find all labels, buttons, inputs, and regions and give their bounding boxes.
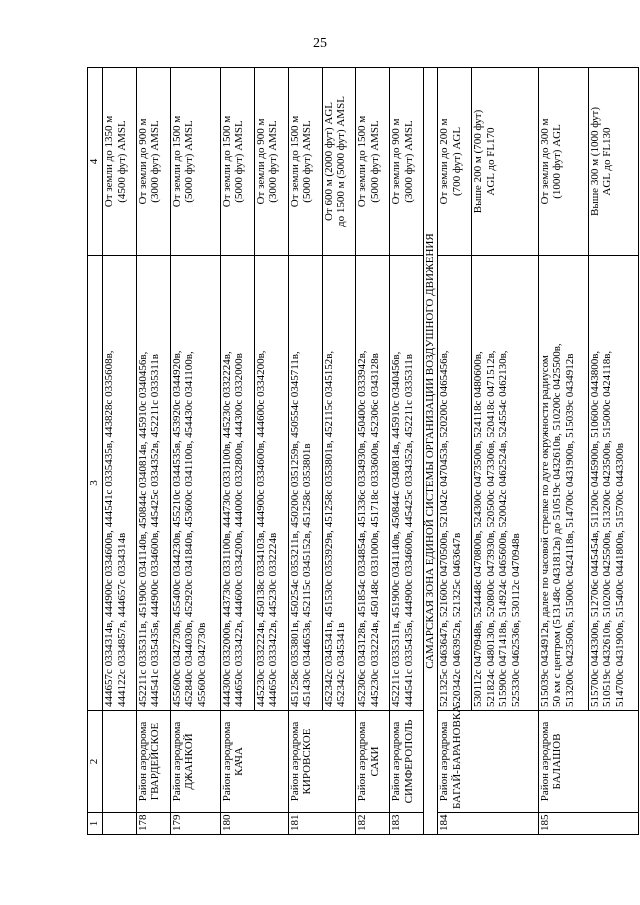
aerodrome-name-line: СИМФЕРОПОЛЬ xyxy=(402,719,415,804)
altitude-line: От земли до 1500 м xyxy=(356,115,369,208)
row-number: 184 xyxy=(438,813,538,835)
airspace-table xyxy=(87,67,639,835)
page-number: 25 xyxy=(313,36,327,51)
altitude-line: От земли до 300 м xyxy=(538,118,551,205)
altitude-limits xyxy=(438,68,472,256)
altitude-line: (4500 фут) AMSL xyxy=(115,120,128,203)
row-number: 181 xyxy=(288,813,356,835)
boundary-coordinates xyxy=(170,256,220,711)
section-row xyxy=(424,68,438,835)
aerodrome-name xyxy=(136,711,170,813)
aerodrome-name-line: БАГАЙ-БАРАНОВКА xyxy=(450,704,463,809)
altitude-limits xyxy=(254,68,288,256)
altitude-line: От земли до 900 м xyxy=(390,118,403,205)
altitude-limits xyxy=(356,68,390,256)
aerodrome-name xyxy=(356,711,390,813)
altitude-line: (5000 фут) AMSL xyxy=(368,120,381,203)
row-number: 182 xyxy=(356,813,390,835)
altitude-line: Выше 200 м (700 фут) xyxy=(472,109,485,214)
header-col-3: 3 xyxy=(88,256,103,711)
altitude-line: (5000 фут) AMSL xyxy=(183,120,196,203)
coordinate-line: 525330с 0462536в, 530112с 0470948в xyxy=(509,533,522,707)
table-row xyxy=(220,68,254,835)
coordinate-line: 444650с 0333422в, 444600с 0334200в, 444000с 0332800в, 444300с 0332000в xyxy=(233,353,246,707)
altitude-limits xyxy=(538,68,588,256)
coordinate-line: 452342с 0345341в xyxy=(335,622,348,707)
table-row xyxy=(103,68,137,835)
altitude-line: От земли до 1500 м xyxy=(220,115,233,208)
coordinate-line: 451430с 0344653в, 452115с 0345152в, 451258с 0353801в xyxy=(301,443,314,707)
row-number: 178 xyxy=(136,813,170,835)
aerodrome-name-line: КИРОВСКОЕ xyxy=(301,728,314,795)
altitude-line: AGL до FL170 xyxy=(484,127,497,196)
coordinate-line: 444541с 0335435в, 444900с 0334600в, 445425с 0334352в, 452211с 0335311в xyxy=(149,354,162,707)
aerodrome-name-line: Район аэродрома xyxy=(136,721,149,802)
aerodrome-name-line: Район аэродрома xyxy=(170,721,183,802)
row-number xyxy=(103,813,137,835)
boundary-coordinates xyxy=(390,256,424,711)
aerodrome-name-line: КАЧА xyxy=(233,747,246,776)
coordinate-line: 444541с 0335435в, 444900с 0334600в, 445425с 0334352в, 452211с 0335311в xyxy=(402,354,415,707)
row-number: 180 xyxy=(220,813,288,835)
coordinate-line: 444657с 0334314в, 444900с 0334600в, 444541с 0335435в, 443828с 0335608в, xyxy=(103,350,115,707)
coordinate-line: 521824с 0480130в, 520800с 0473930в, 520500с 0473306в, 520418с 0471512в, xyxy=(484,350,497,707)
altitude-line: Выше 300 м (1000 фут) xyxy=(588,106,601,217)
altitude-line: (3000 фут) AMSL xyxy=(149,120,162,203)
altitude-line: От земли до 200 м xyxy=(438,118,451,205)
coordinate-line: 455600с 0342730в xyxy=(195,622,208,707)
aerodrome-name xyxy=(288,711,356,813)
altitude-limits xyxy=(588,68,638,256)
aerodrome-name-line: САКИ xyxy=(368,746,381,777)
header-col-2: 2 xyxy=(88,711,103,813)
table-body xyxy=(88,68,639,835)
boundary-coordinates xyxy=(472,256,538,711)
coordinate-line: 515700с 0443300в, 512706с 0445454в, 511200с 0445900в, 510600с 0443800в, xyxy=(588,350,601,707)
aerodrome-name-line: Район аэродрома xyxy=(538,721,551,802)
table-row xyxy=(438,68,472,835)
altitude-limits xyxy=(170,68,220,256)
coordinate-line: 444122с 0334857в, 444657с 0334314в xyxy=(115,532,128,707)
aerodrome-name-line: ДЖАНКОЙ xyxy=(183,733,196,790)
coordinate-line: 451258с 0353801в, 450254с 0353211в, 450200с 0351259в, 450554с 0345711в, xyxy=(288,351,301,707)
boundary-coordinates xyxy=(538,256,588,711)
altitude-line: От 600 м (2000 фут) AGL xyxy=(322,101,335,222)
altitude-line: От земли до 1500 м xyxy=(288,115,301,208)
altitude-limits xyxy=(136,68,170,256)
altitude-line: (1000 фут) AGL xyxy=(551,124,564,199)
altitude-limits xyxy=(322,68,356,256)
altitude-limits xyxy=(390,68,424,256)
altitude-line: (3000 фут) AMSL xyxy=(402,120,415,203)
altitude-line: (700 фут) AGL xyxy=(450,126,463,197)
aerodrome-name xyxy=(438,704,538,813)
aerodrome-name xyxy=(220,711,288,813)
coordinate-line: 452211с 0335311в, 451900с 0341140в, 450844с 0340814в, 445910с 0340456в, xyxy=(136,351,149,707)
altitude-line: От земли до 1500 м xyxy=(170,115,183,208)
coordinate-line: 510519с 0432610в, 510200с 0425500в, 513200с 0423500в, 515000с 0424118в, xyxy=(601,350,614,707)
aerodrome-name-line: Район аэродрома xyxy=(220,721,233,802)
header-col-4: 4 xyxy=(88,68,103,256)
altitude-limits xyxy=(220,68,254,256)
coordinate-line: 520342с 0463952в, 521325с 0463647в xyxy=(450,532,463,707)
coordinate-line: 445230с 0332224в, 450138с 0334103в, 444900с 0334600в, 444600с 0334200в, xyxy=(254,350,267,707)
altitude-limits xyxy=(472,68,538,256)
coordinate-line: 514700с 0431900в, 515400с 0441800в, 515700с 0443300в xyxy=(613,443,626,707)
boundary-coordinates xyxy=(588,256,638,711)
aerodrome-name-line: Район аэродрома xyxy=(356,721,369,802)
coordinate-line: 445230с 0332224в, 450148с 0331000в, 451718с 0333600в, 452306с 0343128в xyxy=(368,353,381,707)
coordinate-line: 455600с 0342730в, 455400с 0344230в, 455210с 0344535в, 453920с 0344920в, xyxy=(170,350,183,707)
section-title: САМАРСКАЯ ЗОНА ЕДИНОЙ СИСТЕМЫ ОРГАНИЗАЦИИ ВОЗДУШНОГО ДВИЖЕНИЯ xyxy=(424,68,438,835)
aerodrome-name-line: Район аэродрома xyxy=(390,721,403,802)
row-number: 179 xyxy=(170,813,220,835)
altitude-line: От земли до 900 м xyxy=(254,118,267,205)
altitude-line: От земли до 1350 м xyxy=(103,115,115,208)
coordinate-line: 452840с 0344030в, 452920с 0341840в, 453600с 0341100в, 454430с 0341100в, xyxy=(183,351,196,707)
coordinate-line: 452306с 0343128в, 451854с 0334854в, 451336с 0334930в, 450400с 0333942в, xyxy=(356,350,369,707)
header-col-1: 1 xyxy=(88,813,103,835)
row-number: 185 xyxy=(538,813,638,835)
table-row xyxy=(538,68,588,835)
boundary-coordinates xyxy=(254,256,288,711)
boundary-coordinates xyxy=(136,256,170,711)
table-row xyxy=(136,68,170,835)
aerodrome-name-line: Район аэродрома xyxy=(438,721,451,802)
coordinate-line: 515039с 0434912в, далее по часовой стрелке по дуге окружности радиусом xyxy=(538,355,551,707)
altitude-line: до 1500 м (5000 фут) AMSL xyxy=(335,96,348,227)
aerodrome-name-line: БАЛАШОВ xyxy=(551,733,564,790)
altitude-line: От земли до 900 м xyxy=(136,118,149,205)
aerodrome-name xyxy=(390,711,424,813)
row-number: 183 xyxy=(390,813,424,835)
boundary-coordinates xyxy=(220,256,254,711)
boundary-coordinates xyxy=(103,256,137,711)
boundary-coordinates xyxy=(356,256,390,711)
altitude-line: AGL до FL130 xyxy=(601,127,614,196)
coordinate-line: 530112с 0470948в, 524448с 0470800в, 524300с 0473500в, 524118с 0480600в, xyxy=(472,351,485,707)
coordinate-line: 50 км с центром (513148с 0431812в) до 510519с 0432610в, 510200с 0425500в, xyxy=(551,343,564,707)
coordinate-line: 513200с 0423500в, 515000с 0424118в, 514700с 0431900в, 515039с 0434912в xyxy=(563,353,576,707)
aerodrome-name xyxy=(170,711,220,813)
coordinate-line: 444650с 0333422в, 445230с 0332224в xyxy=(267,532,280,707)
altitude-limits xyxy=(288,68,322,256)
aerodrome-name-line: Район аэродрома xyxy=(288,721,301,802)
aerodrome-name xyxy=(103,711,137,813)
header-row xyxy=(88,68,103,835)
boundary-coordinates xyxy=(438,256,472,711)
table-row xyxy=(170,68,220,835)
rotated-table-container xyxy=(87,68,639,835)
coordinate-line: 515900с 0471418в, 514924с 0465600в, 520042с 0462524в, 524554с 0462130в, xyxy=(497,350,510,707)
altitude-line: (3000 фут) AMSL xyxy=(267,120,280,203)
boundary-coordinates xyxy=(322,256,356,711)
aerodrome-name xyxy=(538,711,638,813)
table-row xyxy=(288,68,322,835)
aerodrome-name-line: ГВАРДЕЙСКОЕ xyxy=(149,722,162,801)
altitude-line: (5000 фут) AMSL xyxy=(233,120,246,203)
boundary-coordinates xyxy=(288,256,322,711)
coordinate-line: 452211с 0335311в, 451900с 0341140в, 450844с 0340814в, 445910с 0340456в, xyxy=(390,351,403,707)
table-row xyxy=(390,68,424,835)
coordinate-line: 444300с 0332000в, 443730с 0331100в, 444730с 0331100в, 445230с 0332224в, xyxy=(220,351,233,707)
coordinate-line: 521325с 0463647в, 521600с 0470500в, 521042с 0470453в, 520200с 0465456в, xyxy=(438,350,451,707)
table-row xyxy=(356,68,390,835)
altitude-line: (5000 фут) AMSL xyxy=(301,120,314,203)
altitude-limits xyxy=(103,68,137,256)
coordinate-line: 452342с 0345341в, 451530с 0353929в, 451258с 0353801в, 452115с 0345152в, xyxy=(322,350,335,707)
